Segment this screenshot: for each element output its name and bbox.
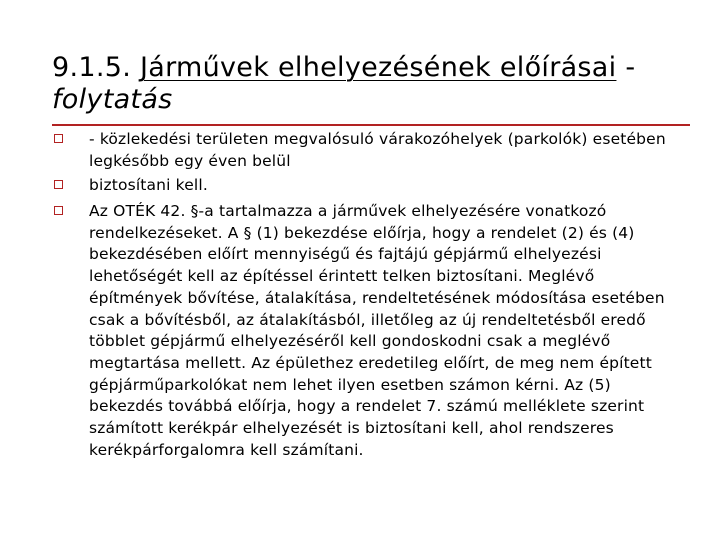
bullet-text: Az OTÉK 42. §-a tartalmazza a járművek elhelyezésére vonatkozó rendelkezéseket. A § (1) bekezdése előírja, hogy a rendelet (2) és (4) bekezdésében előírt mennyiségű és fajtájú gépjármű elhelyezési lehetőségét kell az építéssel érintett telken biztosítani. Meglévő építmények bővítése, átalakítása, rendeltetésének módosítása esetében csak a bővítésből, az átalakításból, illetőleg az új rendeltetésből eredő többlet gépjármű elhelyezéséről kell gondoskodni csak a meglévő megtartása mellett. Az épülethez eredetileg előírt, de meg nem épített gépjárműparkolókat nem lehet ilyen esetben számon kérni. Az (5) bekezdés továbbá előírja, hogy a rendelet 7. számú melléklete szerint számított kerékpár elhelyezését is biztosítani kell, ahol rendszeres kerékpárforgalomra kell számítani. [89,202,665,459]
title-number: 9.1.5. [52,52,140,83]
bullet-item [89,201,689,461]
bullet-item [89,175,689,197]
square-bullet-icon [54,134,63,143]
bullet-item [89,129,689,172]
square-bullet-icon [54,206,63,215]
title-main: Járművek elhelyezésének előírásai [139,52,617,83]
title-divider [52,124,690,126]
bullet-text: - közlekedési területen megvalósuló várakozóhelyek (parkolók) esetében legkésőbb egy éven belül [89,130,666,170]
square-bullet-icon [54,180,63,189]
title-dash: - [616,52,636,83]
bullet-text: biztosítani kell. [89,176,208,194]
title-continuation: folytatás [52,84,173,115]
slide-title [52,52,692,116]
